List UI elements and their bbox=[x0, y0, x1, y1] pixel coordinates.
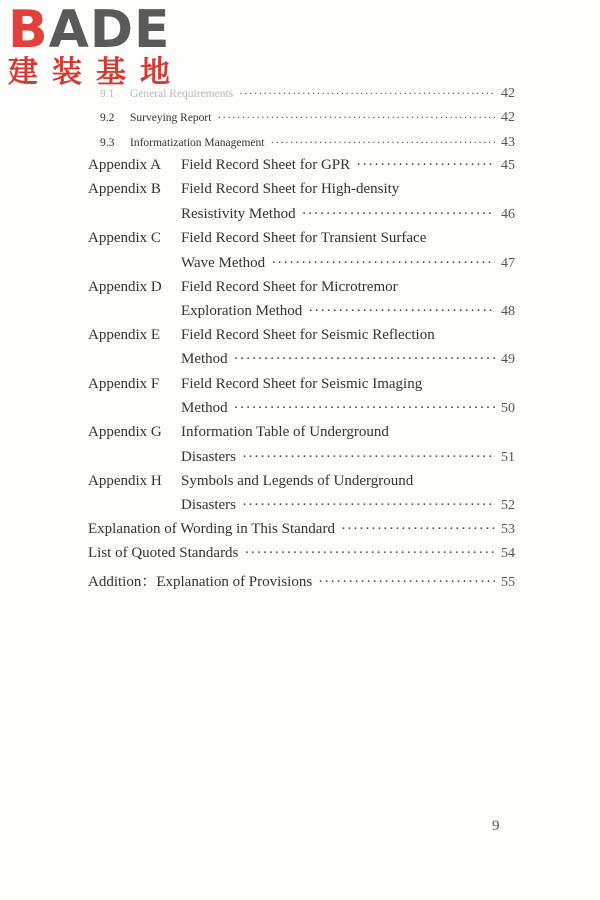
toc-entry-appendix-e-first-line[interactable]: Appendix E Field Record Sheet for Seismic Reflection bbox=[88, 327, 435, 343]
toc-entry-appendix-g-first-line[interactable]: Appendix G Information Table of Underground bbox=[88, 424, 389, 440]
toc-entry-appendix-a[interactable]: Appendix A Field Record Sheet for GPR ····· 45 bbox=[88, 157, 515, 174]
dot-leader bbox=[234, 351, 495, 368]
toc-entry-provisions[interactable]: Addition：Explanation of Provisions ····· 55 bbox=[88, 570, 515, 591]
dot-leader bbox=[239, 88, 495, 100]
dot-leader bbox=[244, 545, 495, 562]
dot-leader bbox=[234, 400, 495, 417]
toc-entry-appendix-b-first-line[interactable]: Appendix B Field Record Sheet for High-density bbox=[88, 181, 400, 197]
toc-entry-appendix-f[interactable]: Method ····· 50 bbox=[181, 400, 515, 417]
dot-leader bbox=[341, 521, 495, 538]
logo-wordmark: BADE bbox=[8, 0, 171, 60]
toc-entry-appendix-d-first-line[interactable]: Appendix D Field Record Sheet for Microtremor bbox=[88, 279, 398, 295]
toc-entry-9-1[interactable]: 9.1 General Requirements ····· 42 bbox=[100, 86, 515, 102]
toc-entry-appendix-h[interactable]: Disasters ····· 52 bbox=[181, 497, 515, 514]
toc-entry-appendix-b[interactable]: Resistivity Method ····· 46 bbox=[181, 206, 515, 223]
toc-entry-appendix-h-first-line[interactable]: Appendix H Symbols and Legends of Underground bbox=[88, 473, 414, 489]
toc-entry-9-3[interactable]: 9.3 Informatization Management ····· 43 bbox=[100, 135, 515, 151]
page-number: 9 bbox=[492, 818, 500, 834]
toc-entry-appendix-e[interactable]: Method ····· 49 bbox=[181, 351, 515, 368]
toc-entry-appendix-f-first-line[interactable]: Appendix F Field Record Sheet for Seismic Imaging bbox=[88, 376, 423, 392]
toc-entry-wording[interactable]: Explanation of Wording in This Standard ····· 53 bbox=[88, 521, 515, 538]
dot-leader bbox=[271, 255, 495, 272]
dot-leader bbox=[308, 303, 495, 320]
dot-leader bbox=[242, 497, 495, 514]
toc-entry-appendix-c-first-line[interactable]: Appendix C Field Record Sheet for Transient Surface bbox=[88, 230, 427, 246]
toc-entry-appendix-d[interactable]: Exploration Method ····· 48 bbox=[181, 303, 515, 320]
toc-entry-appendix-g[interactable]: Disasters ····· 51 bbox=[181, 449, 515, 466]
toc-entry-appendix-c[interactable]: Wave Method ····· 47 bbox=[181, 255, 515, 272]
toc-entry-9-2[interactable]: 9.2 Surveying Report ····· 42 bbox=[100, 110, 515, 126]
dot-leader bbox=[318, 574, 495, 591]
logo-subtitle: 建装基地 bbox=[8, 55, 184, 90]
dot-leader bbox=[217, 112, 495, 124]
dot-leader bbox=[302, 206, 495, 223]
dot-leader bbox=[270, 137, 495, 149]
dot-leader bbox=[242, 449, 495, 466]
toc-entry-quoted-standards[interactable]: List of Quoted Standards ····· 54 bbox=[88, 545, 515, 562]
dot-leader bbox=[356, 157, 495, 174]
